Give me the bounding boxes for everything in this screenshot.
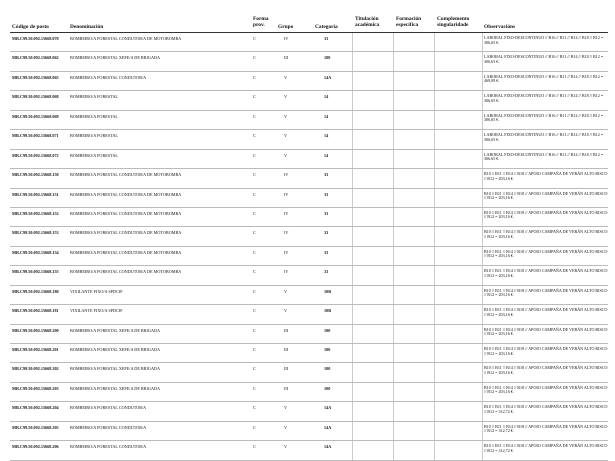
cell-denominacion: BOMBEIRO/A FORESTAL CONDUTOR/A DE MOTOBOMBA bbox=[70, 249, 182, 255]
cell-forma: C bbox=[253, 308, 256, 314]
header-titulacion-line1: Titulación bbox=[355, 16, 379, 22]
cell-forma: C bbox=[253, 366, 256, 372]
column-divider bbox=[393, 169, 394, 187]
cell-observacions: B10 // B11 // B14 // B18 // APOIO CAMPAÑA DE VERÁN ALTO RISCO // B12 = 203,16 €. bbox=[484, 384, 608, 395]
cell-observacions: LABORAL FIXO-DESCONTINUO // B16 // B11 // B14 // B18 // B12 = 306,65 €. bbox=[484, 35, 604, 45]
column-divider bbox=[393, 111, 394, 129]
table-row bbox=[10, 91, 608, 110]
cell-forma: C bbox=[253, 152, 256, 158]
cell-denominacion: BOMBEIRO/A FORESTAL CONDUTOR/A DE MOTOBOMBA bbox=[70, 172, 182, 178]
cell-codigo: MR.C99.50.092.15668.206 bbox=[12, 444, 59, 450]
column-divider bbox=[352, 52, 353, 70]
cell-denominacion: BOMBEIRO/A FORESTAL CONDUTOR/A DE MOTOBOMBA bbox=[70, 191, 182, 197]
cell-observacions: B10 // B11 // B14 // B18 // APOIO CAMPAÑA DE VERÁN ALTO RISCO // B12 = 203,16 €. bbox=[484, 248, 608, 259]
column-divider bbox=[482, 52, 483, 70]
cell-forma: C bbox=[253, 36, 256, 41]
cell-forma: C bbox=[253, 424, 256, 430]
column-divider bbox=[352, 305, 353, 323]
cell-observacions: B10 // B11 // B14 // B18 // APOIO CAMPAÑA DE VERÁN ALTO RISCO // B12 = 312,72 €. bbox=[484, 404, 608, 414]
table-row bbox=[10, 247, 608, 266]
column-divider bbox=[393, 247, 394, 265]
cell-categoria: 100 bbox=[324, 55, 331, 61]
column-divider bbox=[352, 383, 353, 401]
column-divider bbox=[393, 344, 394, 362]
cell-observacions: B10 // B11 // B14 // B18 // APOIO CAMPAÑA DE VERÁN ALTO RISCO // B12 = 203,16 €. bbox=[484, 190, 608, 200]
cell-observacions: B10 // B11 // B14 // B18 // APOIO CAMPAÑA DE VERÁN ALTO RISCO // B12 = 203,16 €. bbox=[484, 365, 608, 375]
cell-codigo: MR.C99.50.092.15668.181 bbox=[12, 308, 59, 314]
header-forma bbox=[253, 17, 269, 28]
table-row bbox=[10, 169, 608, 188]
column-divider bbox=[434, 33, 435, 51]
column-divider bbox=[352, 150, 353, 168]
column-divider bbox=[352, 266, 353, 284]
column-divider bbox=[482, 422, 483, 440]
column-divider bbox=[352, 247, 353, 265]
column-divider bbox=[434, 111, 435, 129]
cell-denominacion: BOMBEIRO/A FORESTAL bbox=[70, 152, 118, 158]
cell-codigo: MR.C99.50.092.15668.152 bbox=[12, 210, 59, 216]
cell-observacions: B10 // B11 // B14 // B18 // APOIO CAMPAÑA DE VERÁN ALTO RISCO // B12 = 203,16 €. bbox=[484, 268, 608, 278]
cell-grupo: III bbox=[284, 385, 289, 391]
table-row bbox=[10, 383, 608, 402]
cell-grupo: IV bbox=[284, 269, 289, 275]
column-divider bbox=[352, 111, 353, 129]
cell-categoria: 14A bbox=[324, 74, 332, 80]
cell-grupo: V bbox=[284, 113, 288, 119]
cell-grupo: V bbox=[284, 308, 288, 314]
table-row bbox=[10, 402, 608, 421]
column-divider bbox=[352, 363, 353, 381]
column-divider bbox=[393, 72, 394, 90]
cell-categoria: 14A bbox=[324, 444, 332, 450]
column-divider bbox=[482, 72, 483, 90]
cell-grupo: III bbox=[284, 366, 289, 372]
cell-observacions: B10 // B11 // B14 // B18 // APOIO CAMPAÑA DE VERÁN ALTO RISCO // B12 = 203,16 €. bbox=[484, 209, 608, 220]
cell-codigo: MR.C99.50.092.15668.202 bbox=[12, 366, 59, 372]
column-divider bbox=[352, 72, 353, 90]
table-row bbox=[10, 266, 608, 285]
column-divider bbox=[352, 33, 353, 51]
cell-categoria: 33 bbox=[324, 210, 329, 216]
table-row bbox=[10, 286, 608, 305]
cell-grupo: IV bbox=[284, 36, 289, 41]
cell-grupo: V bbox=[284, 424, 288, 430]
cell-observacions: B10 // B11 // B14 // B18 // APOIO CAMPAÑA DE VERÁN ALTO RISCO // B12 = 203,16 €. bbox=[484, 171, 608, 181]
column-divider bbox=[482, 169, 483, 187]
cell-codigo: MR.C99.50.092.15668.201 bbox=[12, 347, 59, 352]
column-divider bbox=[482, 363, 483, 381]
cell-categoria: 10B bbox=[324, 288, 331, 294]
cell-categoria: 14 bbox=[324, 133, 329, 139]
cell-observacions: LABORAL FIXO-DESCONTINUO // B16 // B11 // B14 // B18 // B12 = 306,65 €. bbox=[484, 151, 604, 162]
cell-denominacion: BOMBEIRO/A FORESTAL bbox=[70, 133, 118, 139]
header-formacion-line2: específica bbox=[396, 21, 419, 28]
column-divider bbox=[482, 305, 483, 323]
table-row bbox=[10, 208, 608, 227]
cell-forma: C bbox=[253, 113, 256, 119]
column-divider bbox=[482, 383, 483, 401]
cell-categoria: 100 bbox=[324, 347, 331, 352]
cell-grupo: IV bbox=[284, 191, 289, 197]
cell-grupo: V bbox=[284, 405, 288, 411]
column-divider bbox=[434, 91, 435, 109]
cell-grupo: III bbox=[284, 347, 289, 352]
cell-codigo: MR.C99.50.092.15668.180 bbox=[12, 288, 59, 294]
cell-categoria: 14A bbox=[324, 424, 332, 430]
table-row bbox=[10, 305, 608, 324]
column-divider bbox=[393, 363, 394, 381]
table-row bbox=[10, 72, 608, 91]
column-divider bbox=[393, 52, 394, 70]
column-divider bbox=[352, 169, 353, 187]
header-formacion-line1: Formación bbox=[396, 16, 422, 22]
cell-codigo: MR.C99.50.092.15668.070 bbox=[12, 36, 59, 41]
cell-forma: C bbox=[253, 55, 256, 61]
column-divider bbox=[434, 325, 435, 343]
column-divider bbox=[352, 91, 353, 109]
cell-codigo: MR.C99.50.092.15668.068 bbox=[12, 94, 59, 100]
column-divider bbox=[482, 247, 483, 265]
column-divider bbox=[482, 325, 483, 343]
header-forma-line2: prov. bbox=[253, 21, 265, 28]
column-divider bbox=[393, 422, 394, 440]
column-divider bbox=[434, 169, 435, 187]
column-divider bbox=[352, 130, 353, 148]
column-divider bbox=[482, 344, 483, 362]
column-divider bbox=[434, 363, 435, 381]
cell-categoria: 100 bbox=[324, 327, 331, 333]
cell-codigo: MR.C99.50.092.15668.154 bbox=[12, 249, 59, 255]
cell-forma: C bbox=[253, 444, 256, 450]
cell-denominacion: BOMBEIRO/A FORESTAL XEFE/A DE BRIGADA bbox=[70, 347, 161, 352]
column-divider bbox=[352, 286, 353, 304]
cell-categoria: 14 bbox=[324, 152, 329, 158]
column-divider bbox=[393, 208, 394, 226]
column-divider bbox=[352, 422, 353, 440]
cell-denominacion: BOMBEIRO/A FORESTAL CONDUTOR/A DE MOTOBOMBA bbox=[70, 36, 182, 41]
cell-denominacion: BOMBEIRO/A FORESTAL XEFE/A DE BRIGADA bbox=[70, 385, 161, 391]
column-divider bbox=[482, 402, 483, 420]
cell-grupo: V bbox=[284, 152, 288, 158]
cell-categoria: 10B bbox=[324, 308, 331, 314]
cell-categoria: 33 bbox=[324, 172, 329, 178]
column-divider bbox=[393, 33, 394, 51]
column-divider bbox=[482, 150, 483, 168]
cell-observacions: LABORAL FIXO-DESCONTINUO // B16 // B11 // B14 // B18 // B12 = 306,65 €. bbox=[484, 54, 604, 64]
column-divider bbox=[482, 130, 483, 148]
cell-denominacion: VIXILANTE FIXO/A SPDCIF bbox=[70, 308, 123, 314]
table-row bbox=[10, 325, 608, 344]
cell-denominacion: BOMBEIRO/A FORESTAL XEFE/A DE BRIGADA bbox=[70, 327, 161, 333]
cell-observacions: B10 // B11 // B14 // B18 // APOIO CAMPAÑA DE VERÁN ALTO RISCO // B12 = 203,16 €. bbox=[484, 229, 608, 239]
column-divider bbox=[482, 33, 483, 51]
column-divider bbox=[434, 286, 435, 304]
column-divider bbox=[393, 91, 394, 109]
header-observacions: Observacións bbox=[484, 24, 516, 30]
cell-observacions: B10 // B11 // B14 // B18 // APOIO CAMPAÑA DE VERÁN ALTO RISCO // B12 = 203,16 €. bbox=[484, 346, 608, 356]
cell-categoria: 33 bbox=[324, 191, 329, 197]
cell-codigo: MR.C99.50.092.15668.062 bbox=[12, 55, 59, 61]
cell-categoria: 33 bbox=[324, 230, 329, 236]
column-divider bbox=[482, 111, 483, 129]
cell-denominacion: BOMBEIRO/A FORESTAL CONDUTOR/A bbox=[70, 444, 147, 450]
column-divider bbox=[352, 402, 353, 420]
table-row bbox=[10, 422, 608, 441]
cell-forma: C bbox=[253, 347, 256, 352]
cell-observacions: B10 // B11 // B14 // B18 // APOIO CAMPAÑA DE VERÁN ALTO RISCO // B12 = 312,72 €. bbox=[484, 443, 608, 453]
cell-forma: C bbox=[253, 74, 256, 80]
column-divider bbox=[482, 266, 483, 284]
cell-codigo: MR.C99.50.092.15668.151 bbox=[12, 191, 59, 197]
column-divider bbox=[352, 227, 353, 245]
cell-denominacion: BOMBEIRO/A FORESTAL XEFE/A DE BRIGADA bbox=[70, 366, 161, 372]
column-divider bbox=[482, 91, 483, 109]
cell-forma: C bbox=[253, 230, 256, 236]
table-row bbox=[10, 33, 608, 52]
cell-forma: C bbox=[253, 269, 256, 275]
header-forma-line1: Forma bbox=[253, 16, 269, 22]
column-divider bbox=[393, 402, 394, 420]
header-denominacion: Denominación bbox=[70, 24, 104, 30]
cell-grupo: IV bbox=[284, 172, 289, 178]
column-divider bbox=[393, 383, 394, 401]
table-row bbox=[10, 111, 608, 130]
cell-observacions: LABORAL FIXO-DESCONTINUO // B16 // B11 // B14 // B18 // B12 = 306,65 €. bbox=[484, 112, 604, 123]
cell-observacions: LABORAL FIXO-DESCONTINUO // B16 // B11 // B14 // B18 // B12 = 469,08 €. bbox=[484, 73, 604, 84]
column-divider bbox=[434, 402, 435, 420]
column-divider bbox=[482, 441, 483, 459]
cell-grupo: V bbox=[284, 288, 288, 294]
cell-denominacion: BOMBEIRO/A FORESTAL CONDUTOR/A bbox=[70, 405, 147, 411]
column-divider bbox=[393, 227, 394, 245]
column-divider bbox=[434, 383, 435, 401]
cell-denominacion: BOMBEIRO/A FORESTAL XEFE/A DE BRIGADA bbox=[70, 55, 161, 61]
column-divider bbox=[434, 130, 435, 148]
cell-forma: C bbox=[253, 405, 256, 411]
table-row bbox=[10, 227, 608, 246]
column-divider bbox=[482, 286, 483, 304]
cell-forma: C bbox=[253, 191, 256, 197]
cell-codigo: MR.C99.50.092.15668.205 bbox=[12, 424, 59, 430]
table-header bbox=[10, 14, 608, 33]
column-divider bbox=[393, 325, 394, 343]
cell-observacions: B10 // B11 // B14 // B18 // APOIO CAMPAÑA DE VERÁN ALTO RISCO // B12 = 203,16 €. bbox=[484, 287, 608, 298]
cell-codigo: MR.C99.50.092.15668.155 bbox=[12, 269, 59, 275]
cell-denominacion: BOMBEIRO/A FORESTAL bbox=[70, 94, 118, 100]
column-divider bbox=[393, 266, 394, 284]
cell-observacions: B10 // B11 // B14 // B18 // APOIO CAMPAÑA DE VERÁN ALTO RISCO // B12 = 312,72 €. bbox=[484, 423, 608, 434]
cell-categoria: 14 bbox=[324, 113, 329, 119]
cell-categoria: 14 bbox=[324, 94, 329, 100]
column-divider bbox=[393, 150, 394, 168]
header-categoria: Categoría bbox=[315, 24, 338, 30]
cell-forma: C bbox=[253, 288, 256, 294]
cell-forma: C bbox=[253, 133, 256, 139]
cell-grupo: IV bbox=[284, 230, 289, 236]
column-divider bbox=[393, 130, 394, 148]
column-divider bbox=[434, 305, 435, 323]
column-divider bbox=[352, 189, 353, 207]
cell-codigo: MR.C99.50.092.15668.071 bbox=[12, 133, 59, 139]
cell-categoria: 33 bbox=[324, 249, 329, 255]
table-body bbox=[10, 33, 608, 461]
column-divider bbox=[434, 422, 435, 440]
header-titulacion-line2: académica bbox=[355, 21, 380, 28]
cell-forma: C bbox=[253, 210, 256, 216]
cell-forma: C bbox=[253, 94, 256, 100]
header-complemento bbox=[437, 17, 469, 28]
column-divider bbox=[482, 189, 483, 207]
cell-denominacion: BOMBEIRO/A FORESTAL bbox=[70, 113, 118, 119]
cell-grupo: IV bbox=[284, 210, 289, 216]
cell-grupo: V bbox=[284, 133, 288, 139]
column-divider bbox=[352, 441, 353, 459]
header-codigo: Código de posto bbox=[12, 24, 49, 30]
column-divider bbox=[482, 208, 483, 226]
column-divider bbox=[434, 150, 435, 168]
table-row bbox=[10, 441, 608, 460]
cell-denominacion: BOMBEIRO/A FORESTAL CONDUTOR/A bbox=[70, 74, 147, 80]
cell-denominacion: BOMBEIRO/A FORESTAL CONDUTOR/A bbox=[70, 424, 147, 430]
cell-codigo: MR.C99.50.092.15668.069 bbox=[12, 113, 59, 119]
table-row bbox=[10, 130, 608, 149]
cell-grupo: III bbox=[284, 327, 289, 333]
positions-table bbox=[10, 14, 608, 461]
cell-categoria: 33 bbox=[324, 269, 329, 275]
cell-grupo: V bbox=[284, 94, 288, 100]
column-divider bbox=[393, 441, 394, 459]
column-divider bbox=[393, 286, 394, 304]
cell-codigo: MR.C99.50.092.15668.204 bbox=[12, 405, 59, 411]
table-row bbox=[10, 363, 608, 382]
cell-observacions: LABORAL FIXO-DESCONTINUO // B16 // B11 // B14 // B18 // B12 = 306,65 €. bbox=[484, 132, 604, 142]
cell-observacions: B10 // B11 // B14 // B18 // APOIO CAMPAÑA DE VERÁN ALTO RISCO // B12 = 203,16 €. bbox=[484, 326, 608, 337]
cell-denominacion: BOMBEIRO/A FORESTAL CONDUTOR/A DE MOTOBOMBA bbox=[70, 230, 182, 236]
cell-codigo: MR.C99.50.092.15668.153 bbox=[12, 230, 59, 236]
cell-forma: C bbox=[253, 327, 256, 333]
header-titulacion bbox=[355, 17, 379, 28]
column-divider bbox=[434, 208, 435, 226]
column-divider bbox=[352, 344, 353, 362]
column-divider bbox=[352, 325, 353, 343]
cell-grupo: IV bbox=[284, 249, 289, 255]
cell-forma: C bbox=[253, 249, 256, 255]
header-grupo: Grupo bbox=[278, 24, 294, 30]
column-divider bbox=[434, 72, 435, 90]
cell-categoria: 33 bbox=[324, 36, 329, 41]
cell-grupo: V bbox=[284, 74, 288, 80]
cell-observacions: B10 // B11 // B14 // B18 // APOIO CAMPAÑA DE VERÁN ALTO RISCO // B12 = 203,16 €. bbox=[484, 307, 608, 317]
cell-codigo: MR.C99.50.092.15668.065 bbox=[12, 74, 59, 80]
cell-codigo: MR.C99.50.092.15668.203 bbox=[12, 385, 59, 391]
table-row bbox=[10, 52, 608, 71]
header-formacion bbox=[396, 17, 421, 28]
cell-observacions: LABORAL FIXO-DESCONTINUO // B16 // B11 // B14 // B18 // B12 = 306,65 €. bbox=[484, 93, 604, 103]
cell-grupo: V bbox=[284, 444, 288, 450]
column-divider bbox=[434, 266, 435, 284]
cell-categoria: 100 bbox=[324, 385, 331, 391]
column-divider bbox=[393, 189, 394, 207]
cell-denominacion: BOMBEIRO/A FORESTAL CONDUTOR/A DE MOTOBOMBA bbox=[70, 269, 182, 275]
cell-denominacion: VIXILANTE FIXO/A SPDCIF bbox=[70, 288, 123, 294]
cell-categoria: 100 bbox=[324, 366, 331, 372]
cell-categoria: 14A bbox=[324, 405, 332, 411]
column-divider bbox=[434, 227, 435, 245]
column-divider bbox=[352, 208, 353, 226]
cell-grupo: III bbox=[284, 55, 289, 61]
table-row bbox=[10, 150, 608, 169]
column-divider bbox=[434, 344, 435, 362]
cell-codigo: MR.C99.50.092.15668.150 bbox=[12, 172, 59, 178]
column-divider bbox=[434, 52, 435, 70]
header-complemento-line1: Complemento bbox=[437, 16, 470, 22]
header-complemento-line2: singularidade bbox=[437, 21, 469, 28]
column-divider bbox=[482, 227, 483, 245]
table-row bbox=[10, 189, 608, 208]
column-divider bbox=[434, 441, 435, 459]
column-divider bbox=[434, 247, 435, 265]
column-divider bbox=[434, 189, 435, 207]
cell-codigo: MR.C99.50.092.15668.200 bbox=[12, 327, 59, 333]
cell-codigo: MR.C99.50.092.15668.072 bbox=[12, 152, 59, 158]
cell-denominacion: BOMBEIRO/A FORESTAL CONDUTOR/A DE MOTOBOMBA bbox=[70, 210, 182, 216]
table-row bbox=[10, 344, 608, 363]
column-divider bbox=[393, 305, 394, 323]
cell-forma: C bbox=[253, 172, 256, 178]
cell-forma: C bbox=[253, 385, 256, 391]
